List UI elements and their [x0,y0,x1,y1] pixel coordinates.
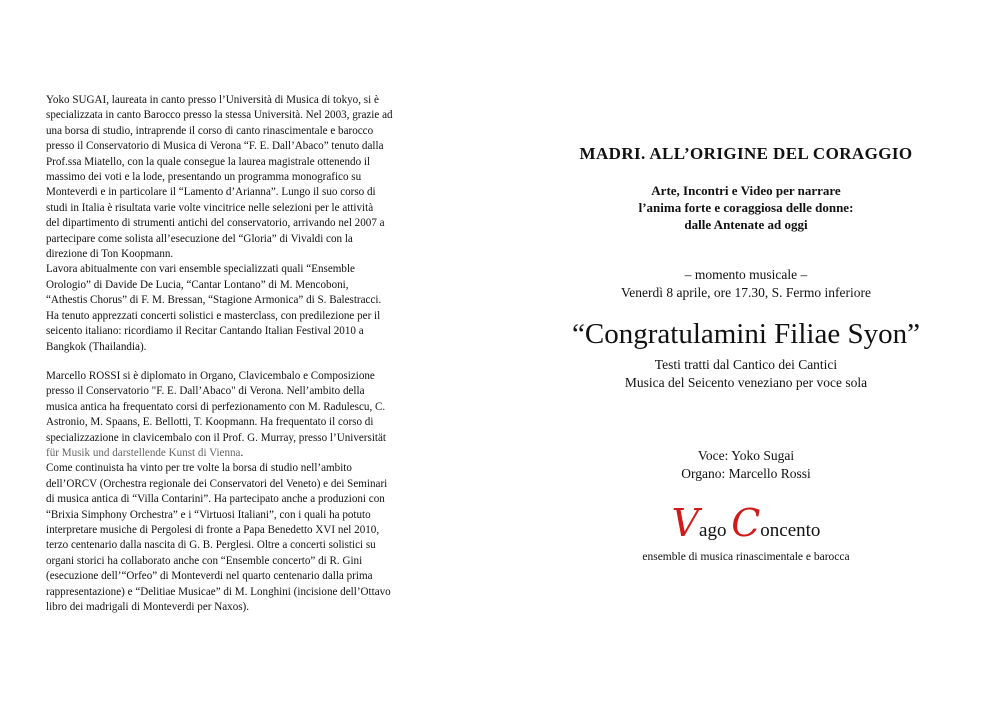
program-description: Testi tratti dal Cantico dei Cantici Musica del Seicento veneziano per voce sola [624,357,868,390]
performer-voice: Voce: Yoko Sugai [697,448,795,463]
event-date: Venerdì 8 aprile, ore 17.30, S. Fermo inferiore [620,285,872,300]
event-subtitle: Arte, Incontri e Video per narrare l’anima forte e coraggiosa delle donne: dalle Antenate ad oggi [638,183,854,232]
vienna-university-link-text: für Musik und darstellende Kunst di Vienna [46,446,241,459]
ensemble-description: ensemble di musica rinascimentale e barocca [642,551,850,563]
bio-marcello-rossi: Marcello ROSSI si è diplomato in Organo, Clavicembalo e Composizione presso il Conservatorio "F. E. Dall’Abaco" di Verona. Nell’ambito della musica antica ha frequentato corsi di perfezionamento con M. Radulescu, C. Astronio, M. Spaans, E. Bellotti, T. Koopmann. Ha frequentato il corso di specializzazione in clavicembalo con il Prof. G. Murray, presso l’Universität für Musik und darstellende Kunst di Vienna. Come continuista ha vinto per tre volte la borsa di studio nell’ambito dell’ORCV (Orchestra regionale dei Conservatori del Veneto) e dei Seminari di musica antica di “Villa Contarini”. Ha partecipato anche a produzioni con “Brixia Simphony Orchestra” e i “Virtuosi Italiani”, con i quali ha potuto interpretare musiche di Pergolesi di fronte a Papa Benedetto XVI nel 2010, terzo centenario dalla nascita di G. B. Perglesi. Oltre a concerti solistici su organi storici ha collaborato anche con “Ensemble concerto” di R. Gini (esecuzione dell’“Orfeo” di Monteverdi nel quarto centenario dalla prima rappresentazione) e “Delitiae Musicae” di M. Longhini (incisione dell’Ottavo libro dei madrigali di Monteverdi per Naxos). [46,369,391,613]
biographies-column [46,93,448,615]
event-schedule [520,266,972,302]
bio-yoko-sugai: Yoko SUGAI, laureata in canto presso l’Università di Musica di tokyo, si è specializzata in canto Barocco presso la stessa Università. Nel 2003, grazie ad una borsa di studio, intraprende il corso di canto rinascimentale e barocco presso il Conservatorio di Musica di Verona “F. E. Dall’Abaco” tenuto dalla Prof.ssa Miatello, con la quale consegue la laurea magistrale ottenendo il massimo dei voti e la lode, presentando un programma monografico su Monteverdi e in particolare il “Lamento d’Arianna”. Lungo il suo corso di studi in Italia è risultata varie volte vincitrice nelle selezioni per le attività del dipartimento di strumenti antichi del conservatorio, arrivando nel 2007 a partecipare come solista all’esecuzione del “Gloria” di Vivaldi con la direzione di Ton Koopmann. Lavora abitualmente con vari ensemble specializzati quali “Ensemble Orologio” di Davide De Lucia, “Cantar Lontano” di M. Mencoboni, “Athestis Chorus” di F. M. Bressan, “Stagione Armonica” di S. Balestracci. Ha tenuto apprezzati concerti solistici e masterclass, con predilezione per il seicento italiano: ricordiamo il Recitar Cantando Italian Festival 2010 a Bangkok (Thailandia). [46,94,393,353]
concert-title: “Congratulamini Filiae Syon” [572,318,920,350]
event-title: MADRI. ALL’ORIGINE DEL CORAGGIO [579,144,913,163]
moment-label: – momento musicale – [684,267,808,282]
performer-organ: Organo: Marcello Rossi [681,466,811,481]
vago-concento-logo: Vago Concento [671,501,821,545]
performers [520,447,972,483]
